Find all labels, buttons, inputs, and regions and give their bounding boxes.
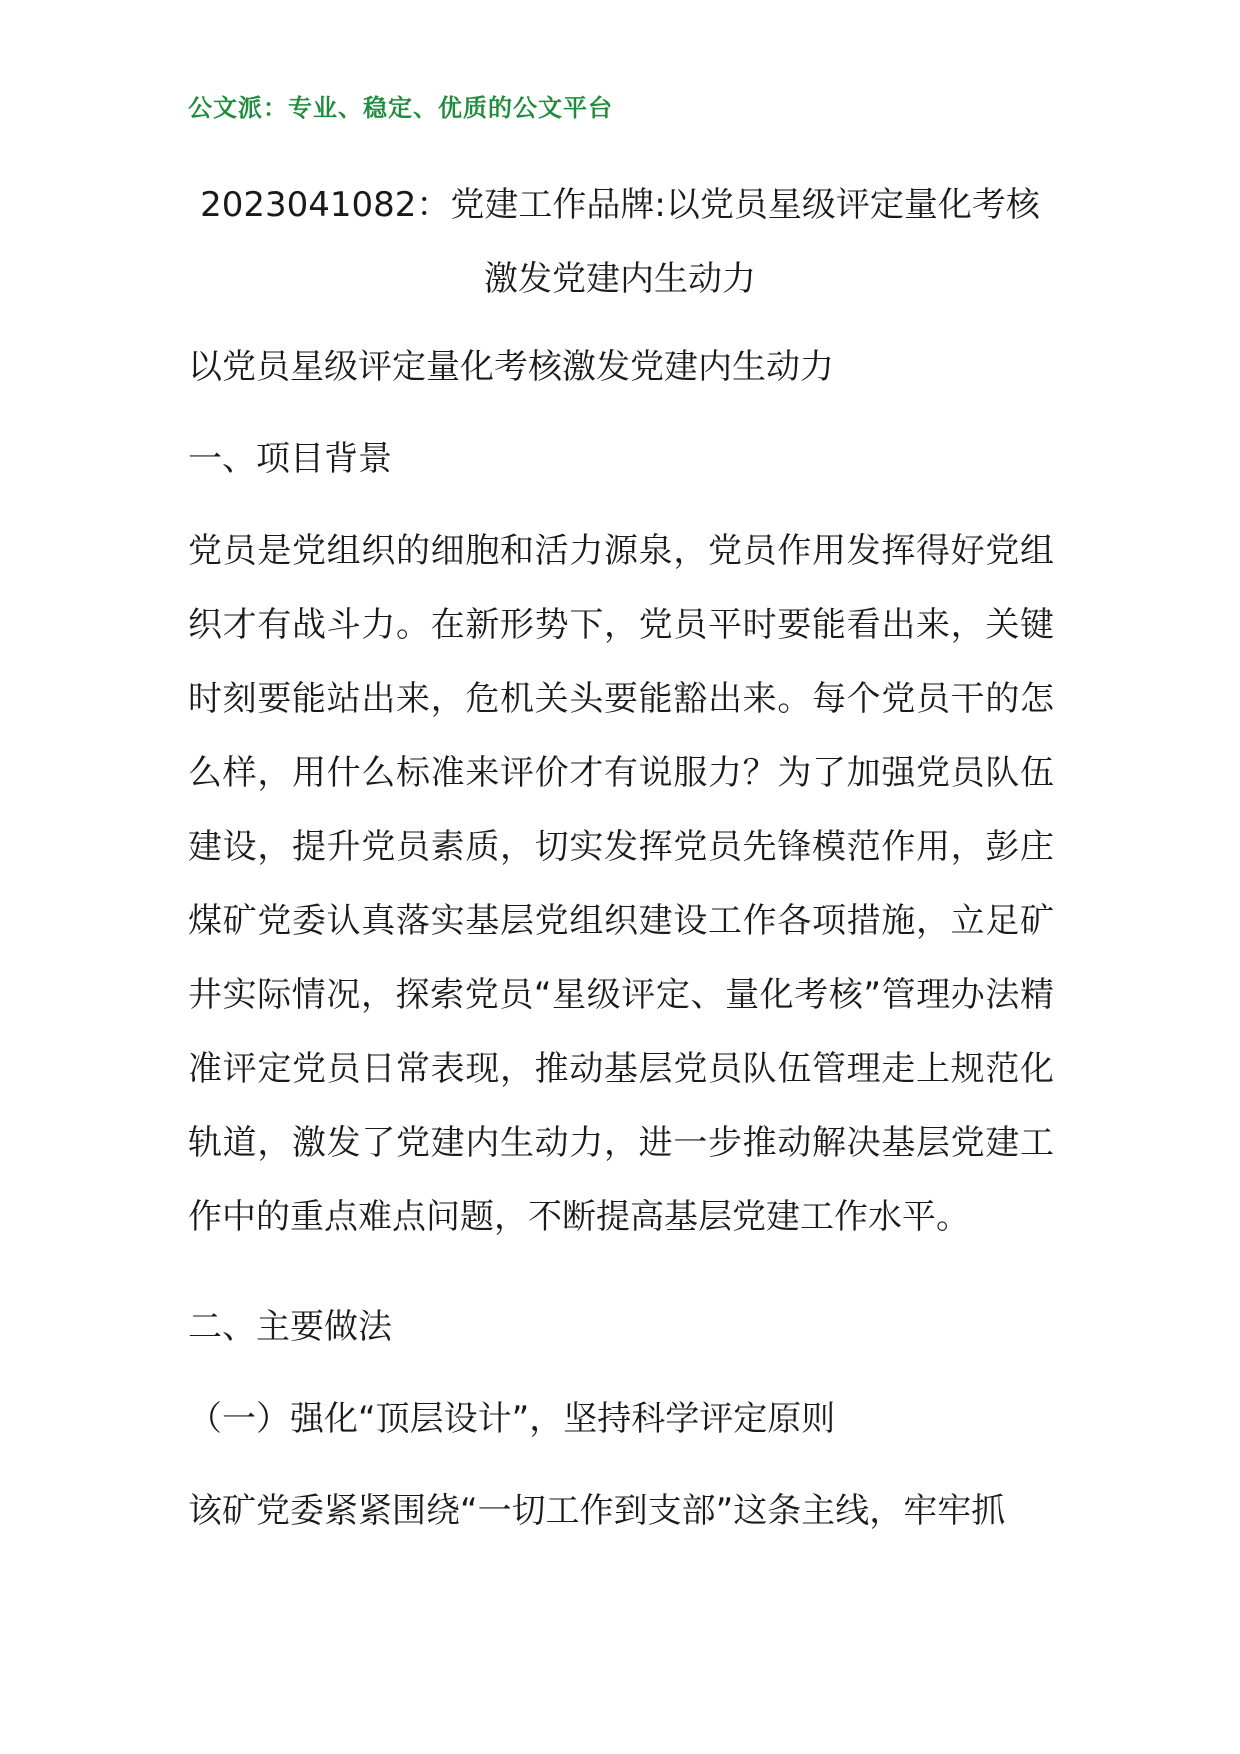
section-heading-background: 一、项目背景 — [188, 439, 392, 479]
brand-header: 公文派：专业、稳定、优质的公文平台 — [188, 94, 613, 122]
section-body-background: 党员是党组织的细胞和活力源泉，党员作用发挥得好党组织才有战斗力。在新形势下，党员平时要能看出来，关键时刻要能站出来，危机关头要能豁出来。每个党员干的怎么样，用什么标准来评价才有说服力？为了加强党员队伍建设，提升党员素质，切实发挥党员先锋模范作用，彭庄煤矿党委认真落实基层党组织建设工作各项措施，立足矿井实际情况，探索党员“星级评定、量化考核”管理办法精准评定党员日常表现，推动基层党员队伍管理走上规范化轨道，激发了党建内生动力，进一步推动解决基层党建工作中的重点难点问题，不断提高基层党建工作水平。 — [188, 531, 1054, 1237]
section-heading-methods: 二、主要做法 — [188, 1307, 392, 1347]
document-title-line2: 激发党建内生动力 — [484, 259, 756, 299]
document-subtitle: 以党员星级评定量化考核激发党建内生动力 — [188, 347, 834, 387]
subsection-heading-top-design: （一）强化“顶层设计”，坚持科学评定原则 — [188, 1399, 836, 1439]
document-title — [188, 168, 1052, 316]
document-title-line1: 2023041082：党建工作品牌:以党员星级评定量化考核 — [200, 185, 1040, 225]
subsection-body-top-design: 该矿党委紧紧围绕“一切工作到支部”这条主线，牢牢抓 — [188, 1491, 1006, 1531]
